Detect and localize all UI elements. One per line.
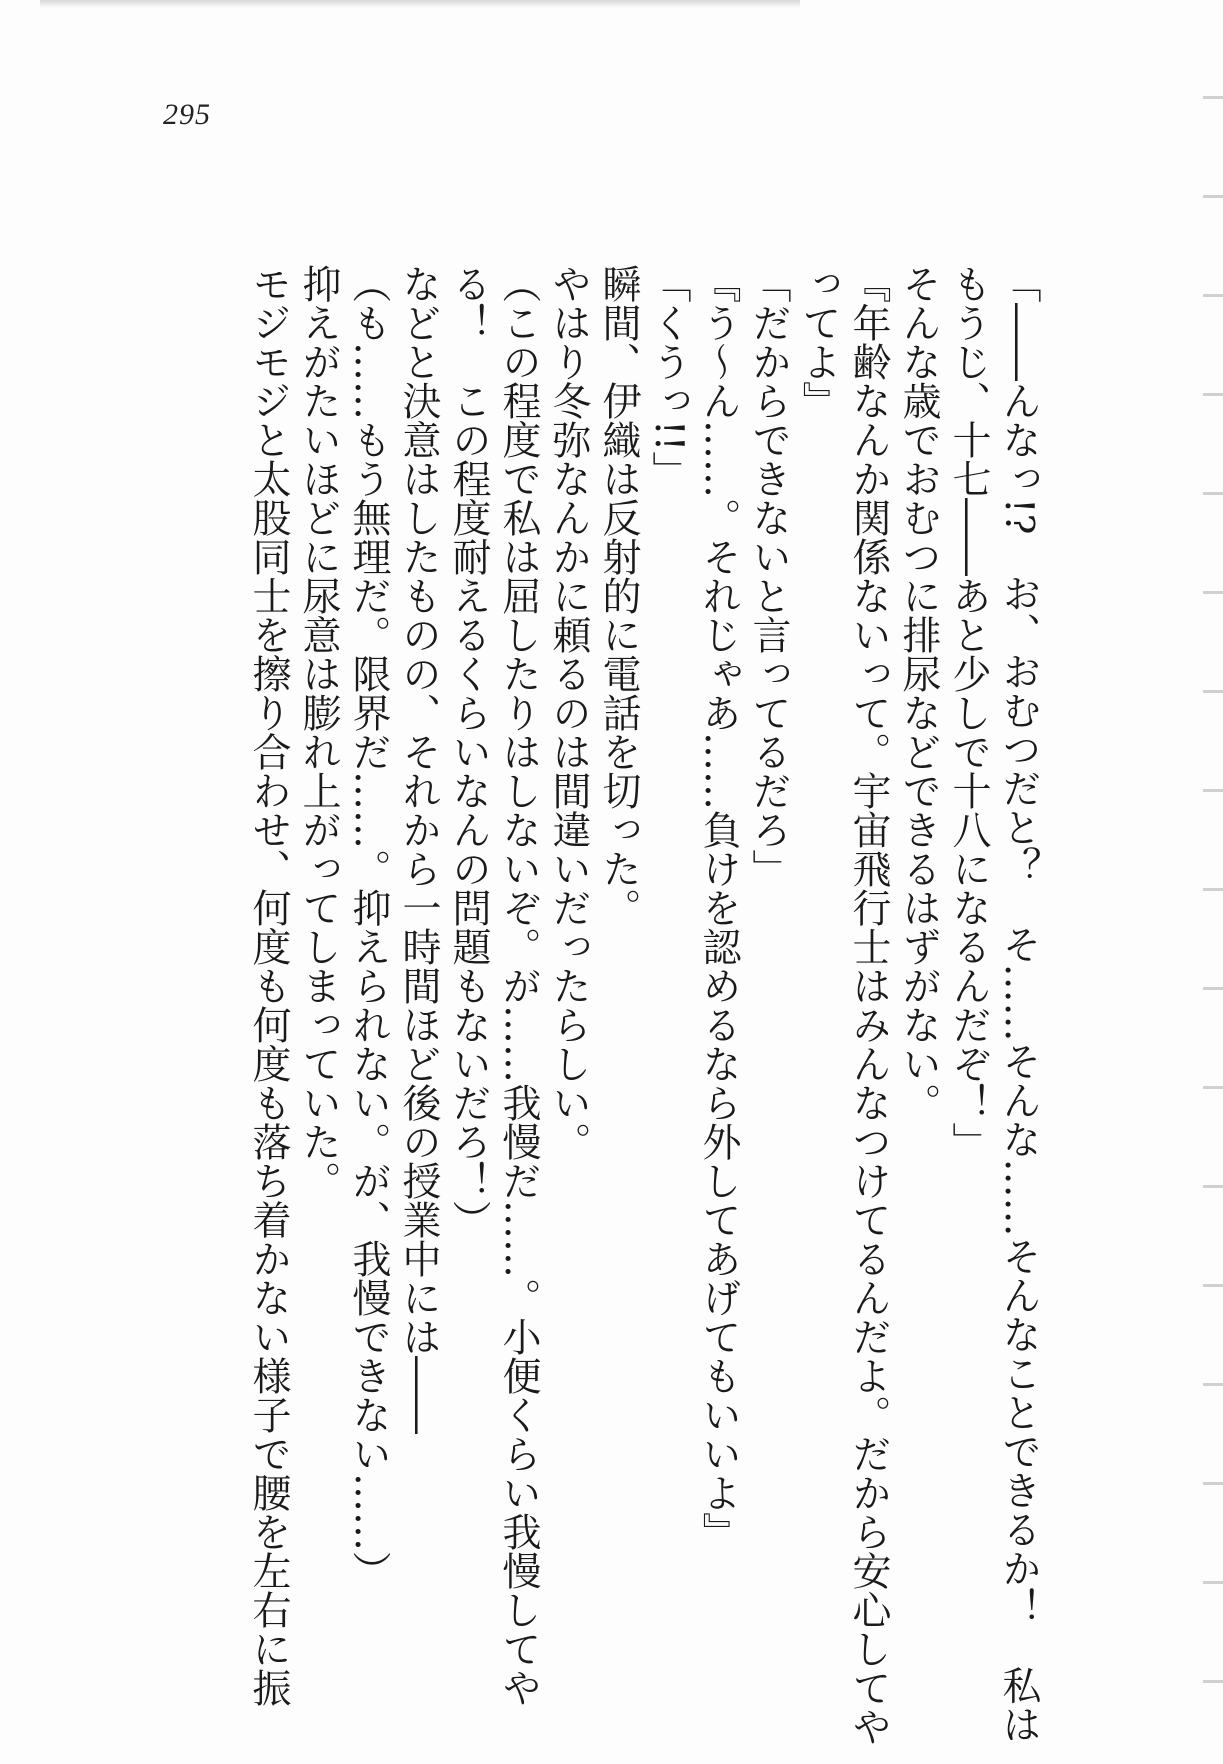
text-line: （この程度で私は屈したりはしないぞ。が……我慢だ……。小便くらい我慢してや xyxy=(496,264,541,1707)
text-line: （も……もう無理だ。限界だ……。抑えられない。が、我慢できない……） xyxy=(346,264,391,1590)
text-line: 「だからできないと言ってるだろ」 xyxy=(746,264,791,888)
text-line: やはり冬弥なんかに頼るのは間違いだったらしい。 xyxy=(546,264,591,1161)
text-line: ってよ』 xyxy=(796,264,841,420)
text-line: 抑えがたいほどに尿意は膨れ上がってしまっていた。 xyxy=(296,264,341,1200)
scan-top-edge xyxy=(40,0,800,8)
text-line: モジモジと太股同士を擦り合わせ、何度も何度も落ち着かない様子で腰を左右に振 xyxy=(246,264,291,1707)
text-line: 『う～ん……。それじゃあ……負けを認めるなら外してあげてもいいよ』 xyxy=(696,264,741,1551)
text-line: 『年齢なんか関係ないって。宇宙飛行士はみんなつけてるんだよ。だから安心してや xyxy=(846,264,891,1746)
text-line: 瞬間、伊織は反射的に電話を切った。 xyxy=(596,264,641,927)
text-line: などと決意はしたものの、それから一時間ほど後の授業中には―― xyxy=(396,264,441,1434)
scan-side-edge xyxy=(1203,0,1223,1764)
text-line: 「くうっ!!」 xyxy=(646,264,691,491)
page-number: 295 xyxy=(163,98,211,131)
text-line: もうじ、十七――あと少しで十八になるんだぞ！」 xyxy=(946,264,991,1161)
text-line: 「――んなっ!? お、おむつだと？ そ……そんな……そんなことできるか！ 私は xyxy=(996,264,1041,1744)
vertical-text-body xyxy=(243,264,1043,1746)
text-line: る！ この程度耐えるくらいなんの問題もないだろ！） xyxy=(446,264,491,1239)
text-line: そんな歳でおむつに排尿などできるはずがない。 xyxy=(896,264,941,1122)
